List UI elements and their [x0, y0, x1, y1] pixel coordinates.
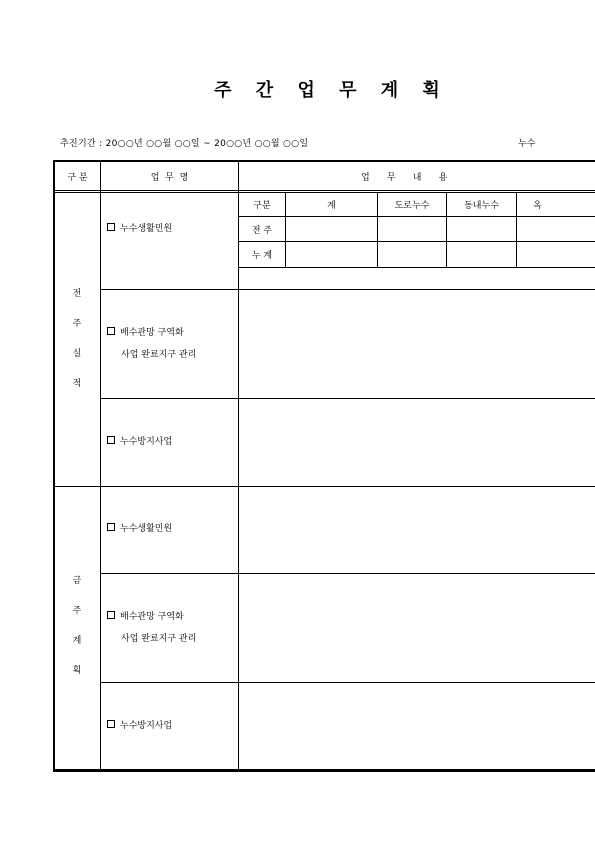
header-content: 업 무 내 용 — [361, 172, 448, 183]
section-label-char: 실 — [72, 349, 82, 359]
section-label-char: 적 — [72, 379, 82, 389]
checkbox-icon — [107, 327, 115, 335]
column-divider-1 — [100, 160, 101, 770]
subtable-row-cumulative: 누 계 — [251, 251, 273, 261]
section-label: 누수 — [518, 139, 536, 149]
task-item — [107, 218, 172, 240]
subtable-row-line — [238, 267, 595, 268]
row-divider — [100, 573, 595, 574]
section-label-char: 주 — [72, 606, 82, 616]
subtable-col-total: 계 — [327, 201, 336, 211]
section-label-char: 주 — [72, 319, 82, 329]
subtable-col-truncated: 옥 — [533, 201, 542, 211]
task-item — [107, 606, 196, 650]
checkbox-icon — [107, 523, 115, 531]
task-label: 배수관망 구역화 — [120, 328, 184, 338]
period-text: 추진기간 : 20○○년 ○○월 ○○일 ~ 20○○년 ○○월 ○○일 — [60, 139, 309, 149]
checkbox-icon — [107, 720, 115, 728]
task-item — [107, 431, 172, 453]
task-label-line2: 사업 완료지구 관리 — [121, 350, 197, 360]
section-label-this-week-plan — [54, 566, 100, 686]
subtable-row-last-week: 전 주 — [251, 225, 273, 236]
checkbox-icon — [107, 611, 115, 619]
header-category: 구 분 — [67, 172, 88, 183]
table-bottom-border — [53, 769, 595, 772]
subtable-col-internal-leak: 동내누수 — [464, 201, 499, 211]
header-divider — [53, 190, 595, 191]
task-label: 누수방지사업 — [120, 437, 173, 447]
checkbox-icon — [107, 436, 115, 444]
section-label-char: 계 — [72, 636, 82, 646]
task-item — [107, 322, 196, 366]
task-item — [107, 518, 172, 540]
row-divider — [100, 289, 595, 290]
section-label-char: 획 — [72, 666, 82, 676]
section-label-char: 금 — [72, 576, 82, 586]
subtable-row-line — [238, 241, 595, 242]
subtable-col-category: 구분 — [253, 201, 271, 211]
section-divider — [53, 486, 595, 487]
section-label-last-week-results — [54, 279, 100, 399]
row-divider — [100, 682, 595, 683]
checkbox-icon — [107, 223, 115, 231]
task-label-line2: 사업 완료지구 관리 — [121, 634, 197, 644]
task-label: 누수생활민원 — [120, 224, 173, 234]
task-label: 누수생활민원 — [120, 524, 173, 534]
row-divider — [100, 398, 595, 399]
subtable-col-road-leak: 도로누수 — [394, 201, 430, 211]
document-title: 주 간 업 무 계 획 — [214, 80, 449, 101]
header-task: 업 무 명 — [150, 172, 189, 183]
task-label: 배수관망 구역화 — [120, 612, 184, 622]
task-label: 누수방지사업 — [120, 721, 173, 731]
subtable-row-line — [238, 216, 595, 217]
task-item — [107, 715, 172, 737]
section-label-char: 전 — [72, 289, 82, 299]
